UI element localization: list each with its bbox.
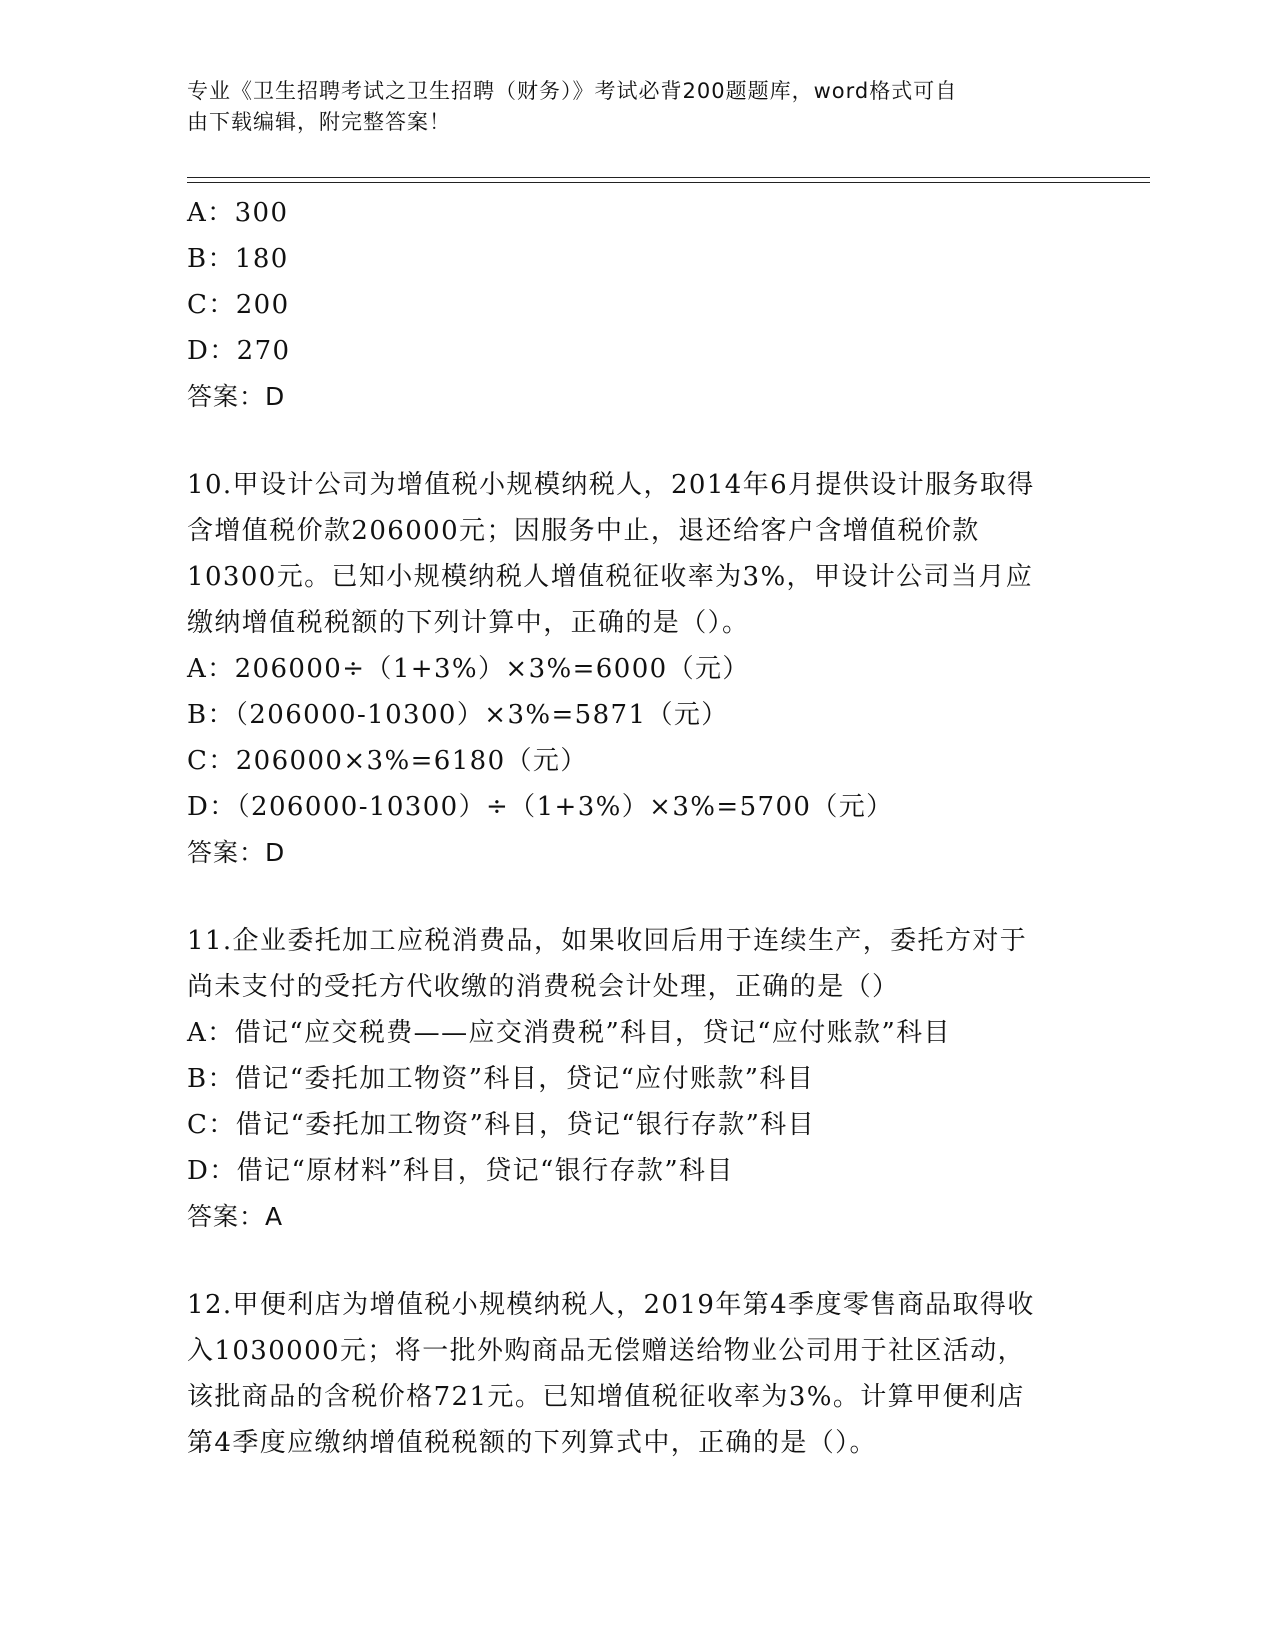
option-d: D：（206000-10300）÷（1+3%）×3%=5700（元） (187, 792, 894, 822)
question-stem-line: 入1030000元；将一批外购商品无偿赠送给物业公司用于社区活动， (187, 1336, 1025, 1366)
option-a: A：206000÷（1+3%）×3%=6000（元） (187, 654, 750, 684)
question-stem-line: 缴纳增值税税额的下列计算中，正确的是（）。 (187, 608, 750, 638)
option-d: D：借记“原材料”科目，贷记“银行存款”科目 (187, 1156, 734, 1186)
option-c: C：200 (187, 290, 290, 320)
document-header (187, 76, 1067, 138)
question-stem-line: 12.甲便利店为增值税小规模纳税人，2019年第4季度零售商品取得收 (187, 1290, 1035, 1320)
answer-line: 答案：A (187, 1202, 284, 1231)
question-stem-line: 尚未支付的受托方代收缴的消费税会计处理，正确的是（） (187, 972, 900, 1002)
option-b: B：（206000-10300）×3%=5871（元） (187, 700, 729, 730)
question-9 (187, 190, 1087, 420)
question-stem-line: 第4季度应缴纳增值税税额的下列算式中，正确的是（）。 (187, 1428, 877, 1458)
question-stem-line: 10300元。已知小规模纳税人增值税征收率为3%，甲设计公司当月应 (187, 562, 1034, 592)
question-11 (187, 918, 1087, 1240)
spacer (187, 420, 1087, 462)
option-a: A：借记“应交税费——应交消费税”科目，贷记“应付账款”科目 (187, 1018, 951, 1048)
spacer (187, 1240, 1087, 1282)
answer-line: 答案：D (187, 382, 286, 411)
option-b: B：180 (187, 244, 289, 274)
header-divider-bottom (187, 182, 1150, 183)
option-c: C：借记“委托加工物资”科目，贷记“银行存款”科目 (187, 1110, 816, 1140)
option-b: B：借记“委托加工物资”科目，贷记“应付账款”科目 (187, 1064, 815, 1094)
question-10 (187, 462, 1087, 876)
option-c: C：206000×3%=6180（元） (187, 746, 588, 776)
question-stem-line: 该批商品的含税价格721元。已知增值税征收率为3%。计算甲便利店 (187, 1382, 1025, 1412)
answer-line: 答案：D (187, 838, 286, 867)
document-body (187, 190, 1087, 1466)
option-d: D：270 (187, 336, 291, 366)
question-stem-line: 11.企业委托加工应税消费品，如果收回后用于连续生产，委托方对于 (187, 926, 1028, 956)
option-a: A：300 (187, 198, 289, 228)
header-divider-top (187, 177, 1150, 178)
question-stem-line: 10.甲设计公司为增值税小规模纳税人，2014年6月提供设计服务取得 (187, 470, 1035, 500)
question-stem-line: 含增值税价款206000元；因服务中止，退还给客户含增值税价款 (187, 516, 980, 546)
question-12 (187, 1282, 1087, 1466)
header-line-1: 专业《卫生招聘考试之卫生招聘（财务）》考试必背200题题库，word格式可自 (187, 79, 958, 103)
spacer (187, 876, 1087, 918)
header-line-2: 由下载编辑，附完整答案！ (187, 110, 451, 134)
